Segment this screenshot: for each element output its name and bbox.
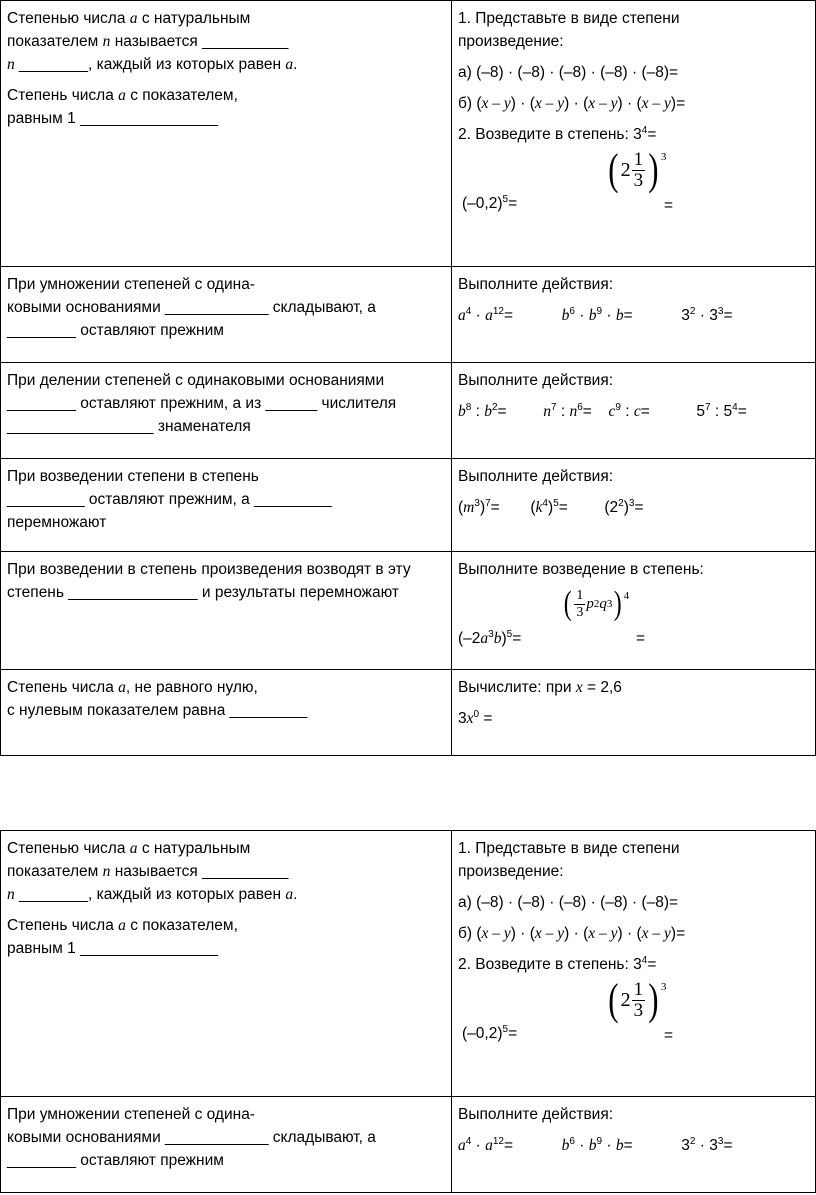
pow-expressions: $(m^3)^7= (k^4)^5= (2^2)^3=$ [458, 498, 644, 516]
row-multiplication: При умножении степеней с одина- ковыми основаниями ____________ складывают, а ________ оставляют прежним Выполните действия: $a^4 \cdot a^{12}= b^6 \cdot b^9 \cdot b= 3^2 \cdot 3^3=$ [1, 267, 816, 363]
row-division: При делении степеней с одинаковыми основаниями ________ оставляют прежним, а из ______ числителя _________________ знаменателя Выполните действия: $b^8$ : $b^2= n^7$ : $n^6= c^9$ : $c= 5^7$ : $5^4=$ [1, 363, 816, 459]
row-definition-power-2: Степенью числа а с натуральным показателем n называется __________ n ________, каждый из которых равен а. Степень числа а с показателем, равным 1 ________________ 1. Представьте в виде степени произведение: а) (–8) · (–8) · (–8) · (–8) · (–8)= б) (х – у) · (х – у) · (х – у) · (х – у)= 2. Возведите в степень: $3^4=$ $(-0,2)^5=$ ( 2 $\frac{1}{3}$ ) 3 = [1, 831, 816, 1097]
fraction-pq-power: ( $\frac{1}{3}$ p 2 q 3 ) 4 [563, 585, 630, 622]
row-power-of-power: При возведении степени в степень _________ оставляют прежним, а _________ перемножают Выполните действия: $(m^3)^7= (k^4)^5= (2^2)^3=$ [1, 459, 816, 552]
row-multiplication-2: При умножении степеней с одина- ковыми основаниями ____________ складывают, а ________ оставляют прежним Выполните действия: $a^4 \cdot a^{12}= b^6 \cdot b^9 \cdot b= 3^2 \cdot 3^3=$ [1, 1097, 816, 1193]
expr-neg02: $(-0,2)^5=$ [462, 194, 518, 212]
mixed-fraction-power-2: ( 2 $\frac{1}{3}$ ) 3 [608, 975, 667, 1024]
mixed-fraction-power: ( 2 $\frac{1}{3}$ ) 3 [608, 145, 667, 194]
cell-right: 1. Представьте в виде степени произведение: а) (–8) · (–8) · (–8) · (–8) · (–8)= б) (х – у) · (х – у) · (х – у) · (х – у)= 2. Возведите в степень: $3^4=$ $(-0,2)^5=$ ( 2 $\frac{1}{3}$ ) 3 = [452, 1, 816, 267]
row-power-of-product: При возведении в степень произведения возводят в эту степень _______________ и результаты перемножают Выполните возведение в степень: $(-2a^3b)^5=$ ( $\frac{1}{3}$ p 2 q 3 ) 4 = [1, 552, 816, 670]
expr-neg2ab: $(-2a^3b)^5=$ [458, 629, 522, 647]
cell-left: Степенью числа а с натуральным показателем n называется __________ n ________, каждый из которых равен а. Степень числа а с показателем, равным 1 ________________ [1, 1, 452, 267]
row-definition-power [1, 1, 816, 267]
row-zero-exponent: Степень числа а, не равного нулю, с нулевым показателем равна _________ Вычислите: при х = 2,6 $3х^0$ = [1, 670, 816, 756]
div-expressions: $b^8$ : $b^2= n^7$ : $n^6= c^9$ : $c= 5^7$ : $5^4=$ [458, 402, 747, 420]
worksheet-table-2 [0, 830, 816, 1193]
mult-expressions: $a^4 \cdot a^{12}= b^6 \cdot b^9 \cdot b= 3^2 \cdot 3^3=$ [458, 306, 733, 324]
